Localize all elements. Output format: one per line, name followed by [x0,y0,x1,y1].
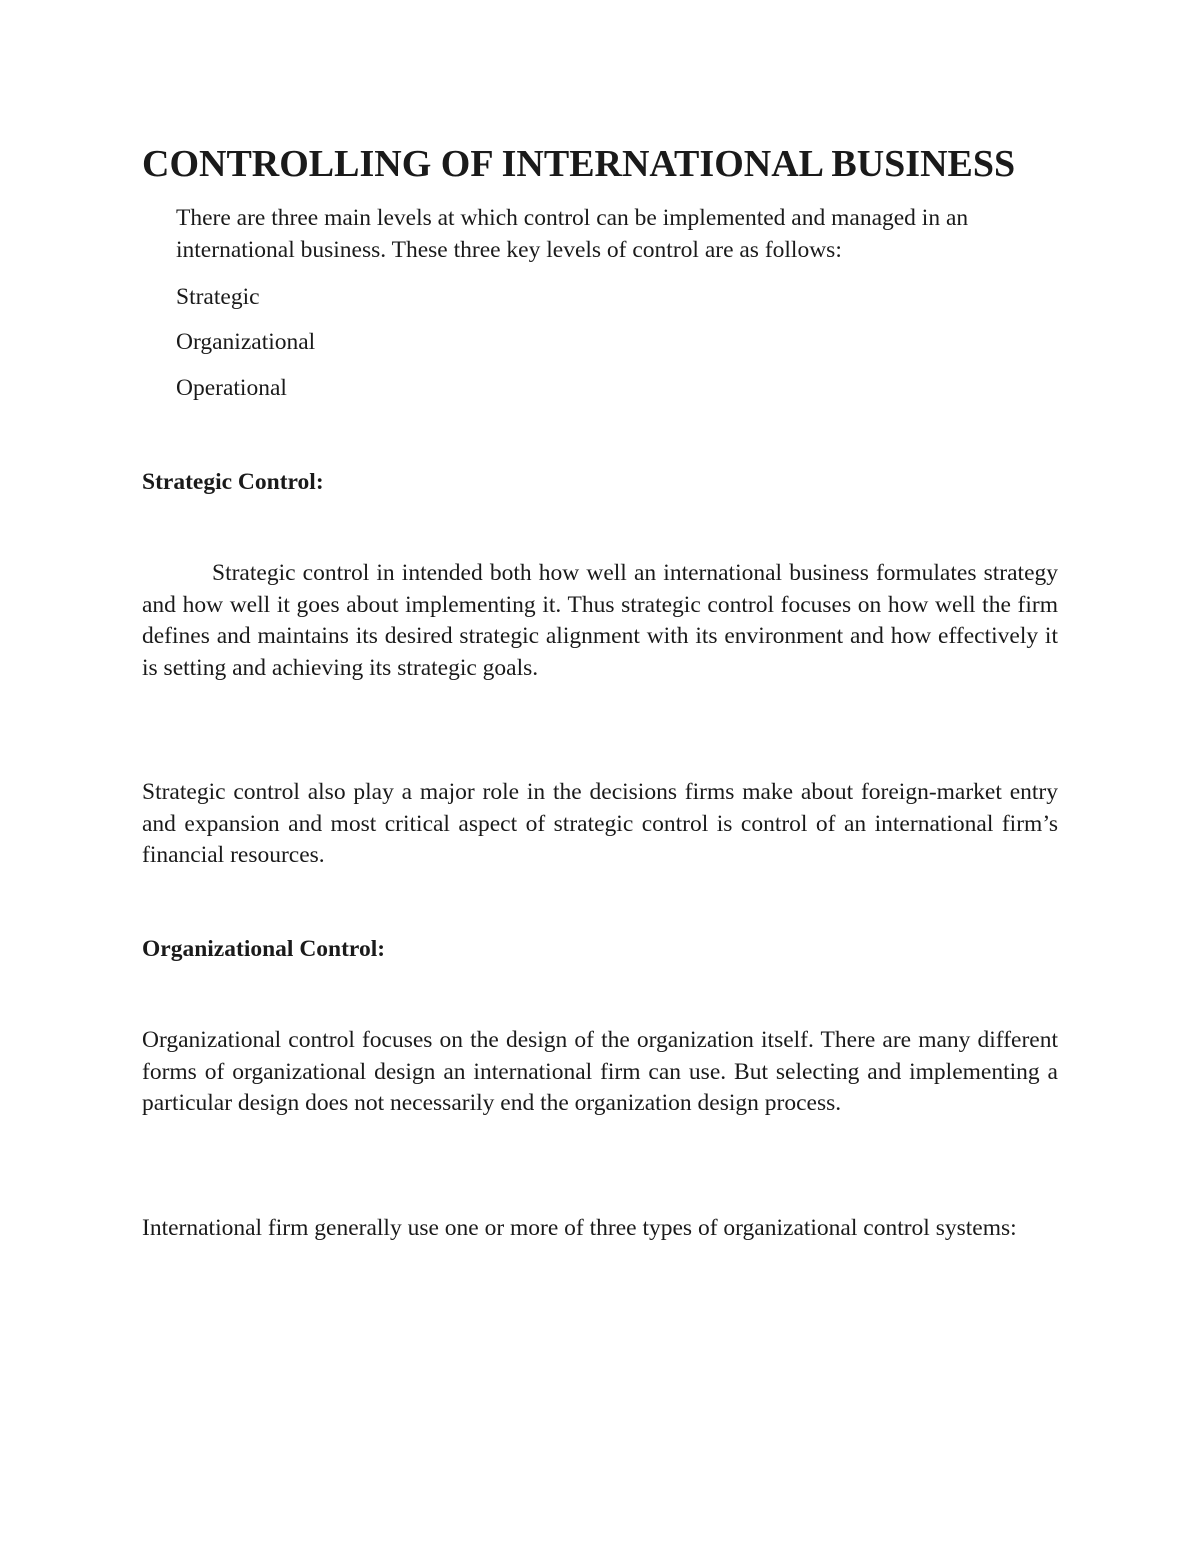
intro-paragraph: There are three main levels at which control can be implemented and managed in an international business. These three key levels of control are as follows: [176,205,969,263]
strategic-control-paragraph-1: Strategic control in intended both how well an international business formulates strategy and how well it goes about implementing it. Thus strategic control focuses on how well the firm defines and maintains its desired strategic alignment with its environment and how effectively it is setting and achieving its strategic goals. [142,560,1058,681]
organizational-control-paragraph-1: Organizational control focuses on the design of the organization itself. There are many different forms of organizational design an international firm can use. But selecting and implementing a particular design does not necessarily end the organization design process. [142,1027,1058,1116]
document-title: CONTROLLING OF INTERNATIONAL BUSINESS [142,143,1016,185]
organizational-control-paragraph-2: International firm generally use one or more of three types of organizational control systems: [142,1215,1017,1241]
level-item-organizational: Organizational [176,329,316,355]
organizational-control-heading: Organizational Control: [142,936,386,962]
level-item-operational: Operational [176,375,287,401]
level-item-strategic: Strategic [176,284,260,310]
strategic-control-heading: Strategic Control: [142,469,324,495]
strategic-control-paragraph-2: Strategic control also play a major role in the decisions firms make about foreign-market entry and expansion and most critical aspect of strategic control is control of an international firm’s financial resources. [142,779,1058,868]
